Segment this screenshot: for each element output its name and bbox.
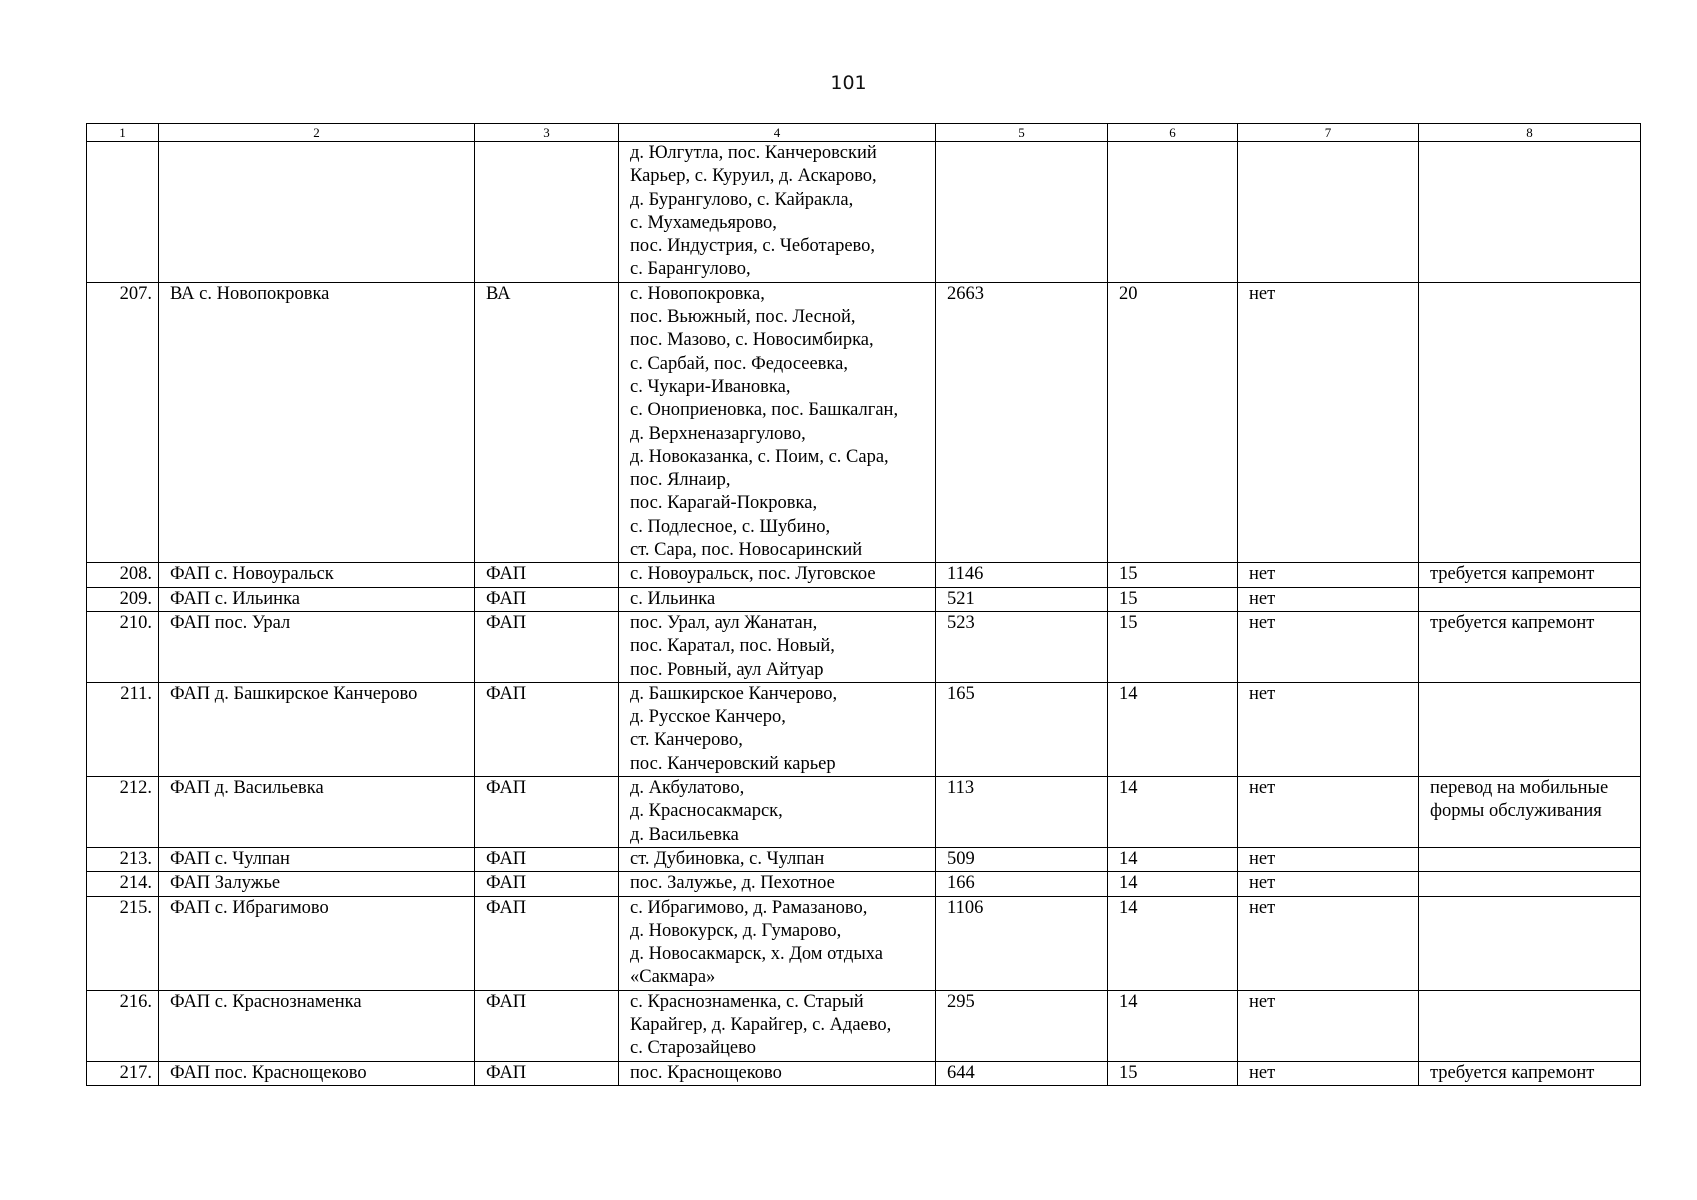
- row-number: [87, 142, 159, 283]
- table-row: [87, 990, 1641, 1061]
- table-row: [87, 777, 1641, 848]
- settlements-line: с. Новоуральск, пос. Луговское: [630, 564, 876, 585]
- population-cell: 295: [936, 990, 1108, 1061]
- settlements-line: пос. Каратал, пос. Новый,: [630, 636, 835, 657]
- column-7-cell: нет: [1238, 587, 1419, 611]
- settlements-line: пос. Канчеровский карьер: [630, 753, 836, 774]
- facility-name: ФАП с. Краснознаменка: [159, 990, 475, 1061]
- facility-type: ФАП: [475, 990, 619, 1061]
- settlements-line: пос. Ялнаир,: [630, 470, 731, 491]
- population-cell: 2663: [936, 282, 1108, 563]
- header-col-8: 8: [1419, 124, 1641, 142]
- facility-name: ФАП пос. Краснощеково: [159, 1061, 475, 1085]
- population-cell: 1146: [936, 563, 1108, 587]
- note-cell: [1419, 872, 1641, 896]
- settlements-line: «Сакмара»: [630, 967, 716, 988]
- settlements-cell: [619, 682, 936, 776]
- settlements-line: с. Ибрагимово, д. Рамазаново,: [630, 897, 868, 918]
- column-6-cell: 14: [1108, 847, 1238, 871]
- settlements-line: с. Новопокровка,: [630, 283, 765, 304]
- population-cell: 523: [936, 611, 1108, 682]
- column-7-cell: нет: [1238, 896, 1419, 990]
- facility-name: ВА с. Новопокровка: [159, 282, 475, 563]
- column-6-cell: 14: [1108, 777, 1238, 848]
- facility-name: [159, 142, 475, 283]
- settlements-line: с. Сарбай, пос. Федосеевка,: [630, 353, 848, 374]
- settlements-line: д. Васильевка: [630, 824, 739, 845]
- row-number: 215.: [87, 896, 159, 990]
- settlements-line: д. Новосакмарск, х. Дом отдыха: [630, 944, 883, 965]
- column-7-cell: нет: [1238, 282, 1419, 563]
- settlements-line: пос. Залужье, д. Пехотное: [630, 873, 835, 894]
- row-number: 211.: [87, 682, 159, 776]
- settlements-line: д. Юлгутла, пос. Канчеровский: [630, 143, 877, 163]
- population-cell: 644: [936, 1061, 1108, 1085]
- settlements-line: ст. Сара, пос. Новосаринский: [630, 540, 863, 561]
- row-number: 210.: [87, 611, 159, 682]
- facility-type: ФАП: [475, 847, 619, 871]
- row-number: 217.: [87, 1061, 159, 1085]
- header-col-2: 2: [159, 124, 475, 142]
- facility-type: [475, 142, 619, 283]
- facility-type: ФАП: [475, 563, 619, 587]
- column-7-cell: нет: [1238, 682, 1419, 776]
- column-7-cell: нет: [1238, 777, 1419, 848]
- note-cell: [1419, 611, 1641, 682]
- population-cell: [936, 142, 1108, 283]
- header-col-6: 6: [1108, 124, 1238, 142]
- facility-name: ФАП Залужье: [159, 872, 475, 896]
- settlements-line: с. Чукари-Ивановка,: [630, 376, 791, 397]
- column-6-cell: 15: [1108, 611, 1238, 682]
- settlements-line: пос. Мазово, с. Новосимбирка,: [630, 330, 874, 351]
- facility-name: ФАП пос. Урал: [159, 611, 475, 682]
- settlements-cell: [619, 282, 936, 563]
- table-row: [87, 682, 1641, 776]
- settlements-cell: [619, 990, 936, 1061]
- facility-type: ФАП: [475, 896, 619, 990]
- population-cell: 166: [936, 872, 1108, 896]
- note-cell: [1419, 990, 1641, 1061]
- settlements-line: с. Старозайцево: [630, 1038, 756, 1059]
- note-cell: [1419, 847, 1641, 871]
- settlements-line: д. Акбулатово,: [630, 778, 745, 799]
- column-7-cell: нет: [1238, 1061, 1419, 1085]
- table-header: [87, 124, 1641, 142]
- row-number: 207.: [87, 282, 159, 563]
- facility-name: ФАП д. Башкирское Канчерово: [159, 682, 475, 776]
- table-row: [87, 587, 1641, 611]
- settlements-line: с. Барангулово,: [630, 259, 751, 280]
- facility-type: ВА: [475, 282, 619, 563]
- facility-type: ФАП: [475, 682, 619, 776]
- facility-type: ФАП: [475, 777, 619, 848]
- settlements-line: Карайгер, д. Карайгер, с. Адаево,: [630, 1014, 892, 1035]
- settlements-cell: [619, 777, 936, 848]
- note-cell: [1419, 563, 1641, 587]
- column-7-cell: нет: [1238, 563, 1419, 587]
- header-col-7: 7: [1238, 124, 1419, 142]
- settlements-line: пос. Карагай-Покровка,: [630, 493, 818, 514]
- settlements-cell: [619, 896, 936, 990]
- note-cell: [1419, 587, 1641, 611]
- population-cell: 509: [936, 847, 1108, 871]
- row-number: 208.: [87, 563, 159, 587]
- column-6-cell: 14: [1108, 896, 1238, 990]
- column-6-cell: 14: [1108, 682, 1238, 776]
- row-number: 212.: [87, 777, 159, 848]
- header-row: [87, 124, 1641, 142]
- settlements-line: д. Новокурск, д. Гумарово,: [630, 920, 842, 941]
- note-cell: [1419, 682, 1641, 776]
- facilities-table: [86, 123, 1641, 1086]
- row-number: 216.: [87, 990, 159, 1061]
- settlements-line: пос. Краснощеково: [630, 1062, 782, 1083]
- facility-type: ФАП: [475, 1061, 619, 1085]
- settlements-line: с. Подлесное, с. Шубино,: [630, 516, 831, 537]
- header-col-4: 4: [619, 124, 936, 142]
- table-row: [87, 896, 1641, 990]
- facility-type: ФАП: [475, 872, 619, 896]
- settlements-line: с. Оноприеновка, пос. Башкалган,: [630, 400, 899, 421]
- settlements-line: пос. Ровный, аул Айтуар: [630, 659, 824, 680]
- table-row: [87, 142, 1641, 283]
- settlements-line: пос. Вьюжный, пос. Лесной,: [630, 307, 856, 328]
- settlements-cell: [619, 587, 936, 611]
- population-cell: 165: [936, 682, 1108, 776]
- settlements-cell: [619, 847, 936, 871]
- settlements-line: пос. Индустрия, с. Чеботарево,: [630, 236, 876, 257]
- settlements-line: д. Верхненазаргулово,: [630, 423, 806, 444]
- facility-name: ФАП д. Васильевка: [159, 777, 475, 848]
- header-col-3: 3: [475, 124, 619, 142]
- population-cell: 1106: [936, 896, 1108, 990]
- settlements-line: Карьер, с. Куруил, д. Аскарово,: [630, 166, 877, 187]
- column-6-cell: 15: [1108, 1061, 1238, 1085]
- column-7-cell: нет: [1238, 847, 1419, 871]
- note-cell: [1419, 777, 1641, 848]
- settlements-cell: [619, 611, 936, 682]
- row-number: 214.: [87, 872, 159, 896]
- settlements-line: с. Краснознаменка, с. Старый: [630, 991, 864, 1012]
- row-number: 209.: [87, 587, 159, 611]
- table-row: [87, 1061, 1641, 1085]
- facility-name: ФАП с. Ильинка: [159, 587, 475, 611]
- column-6-cell: 20: [1108, 282, 1238, 563]
- header-col-5: 5: [936, 124, 1108, 142]
- row-number: 213.: [87, 847, 159, 871]
- facility-name: ФАП с. Новоуральск: [159, 563, 475, 587]
- table-row: [87, 611, 1641, 682]
- settlements-line: с. Ильинка: [630, 588, 716, 609]
- settlements-line: д. Русское Канчеро,: [630, 707, 786, 728]
- page-number: 101: [830, 72, 867, 94]
- column-6-cell: [1108, 142, 1238, 283]
- note-cell: [1419, 1061, 1641, 1085]
- table-body: [87, 142, 1641, 1086]
- table-row: [87, 282, 1641, 563]
- header-col-1: 1: [87, 124, 159, 142]
- facility-type: ФАП: [475, 611, 619, 682]
- note-cell: [1419, 142, 1641, 283]
- column-6-cell: 14: [1108, 990, 1238, 1061]
- note-cell: [1419, 282, 1641, 563]
- note-line: формы обслуживания: [1430, 801, 1602, 822]
- table-row: [87, 847, 1641, 871]
- column-6-cell: 15: [1108, 587, 1238, 611]
- note-line: перевод на мобильные: [1430, 778, 1609, 799]
- note-line: требуется капремонт: [1430, 612, 1595, 633]
- note-line: требуется капремонт: [1430, 564, 1595, 585]
- settlements-line: д. Новоказанка, с. Поим, с. Сара,: [630, 446, 889, 467]
- settlements-line: д. Башкирское Канчерово,: [630, 683, 838, 704]
- settlements-line: ст. Канчерово,: [630, 730, 743, 751]
- note-line: требуется капремонт: [1430, 1062, 1595, 1083]
- population-cell: 113: [936, 777, 1108, 848]
- settlements-cell: [619, 1061, 936, 1085]
- column-7-cell: [1238, 142, 1419, 283]
- settlements-line: д. Красносакмарск,: [630, 801, 783, 822]
- column-6-cell: 14: [1108, 872, 1238, 896]
- column-7-cell: нет: [1238, 611, 1419, 682]
- table-row: [87, 872, 1641, 896]
- settlements-cell: [619, 142, 936, 283]
- population-cell: 521: [936, 587, 1108, 611]
- column-6-cell: 15: [1108, 563, 1238, 587]
- note-cell: [1419, 896, 1641, 990]
- facility-name: ФАП с. Чулпан: [159, 847, 475, 871]
- settlements-line: д. Бурангулово, с. Кайракла,: [630, 189, 854, 210]
- settlements-cell: [619, 563, 936, 587]
- table-row: [87, 563, 1641, 587]
- settlements-line: пос. Урал, аул Жанатан,: [630, 612, 818, 633]
- settlements-line: ст. Дубиновка, с. Чулпан: [630, 848, 825, 869]
- column-7-cell: нет: [1238, 872, 1419, 896]
- settlements-cell: [619, 872, 936, 896]
- facility-name: ФАП с. Ибрагимово: [159, 896, 475, 990]
- settlements-line: с. Мухамедьярово,: [630, 212, 777, 233]
- facility-type: ФАП: [475, 587, 619, 611]
- column-7-cell: нет: [1238, 990, 1419, 1061]
